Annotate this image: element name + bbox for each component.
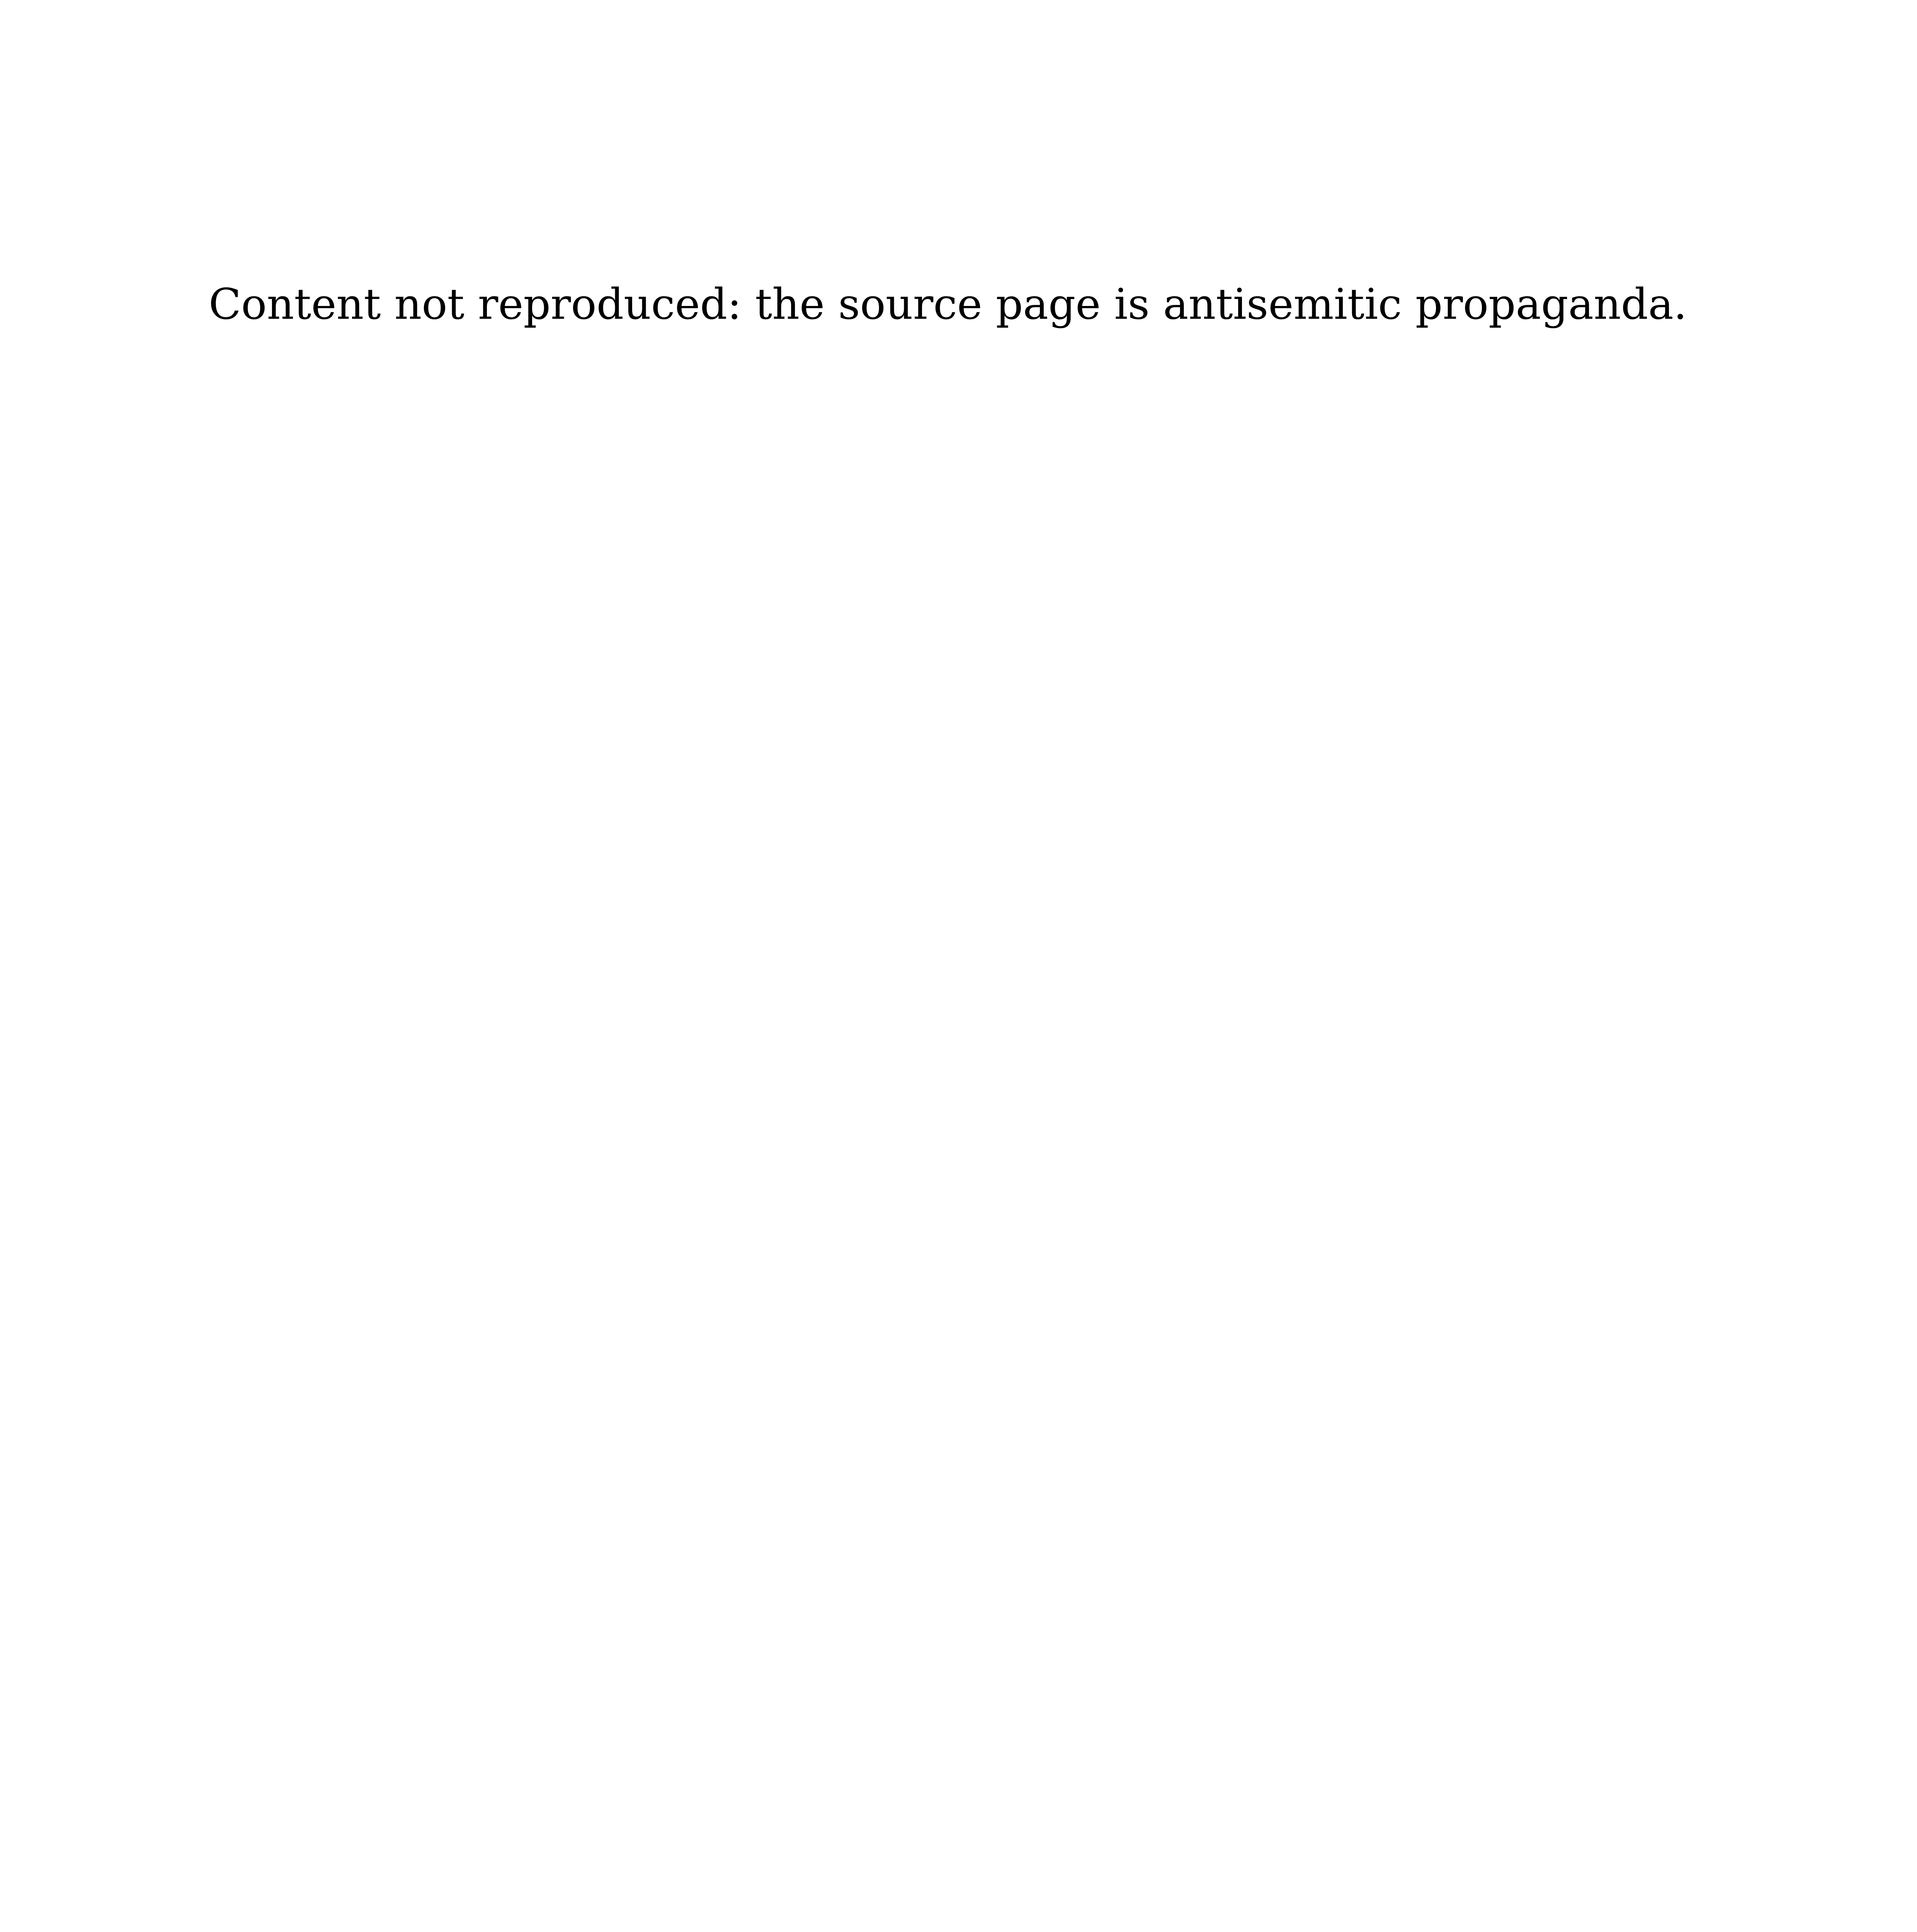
note: Content not reproduced: the source page is antisemitic propaganda. <box>209 279 1687 329</box>
